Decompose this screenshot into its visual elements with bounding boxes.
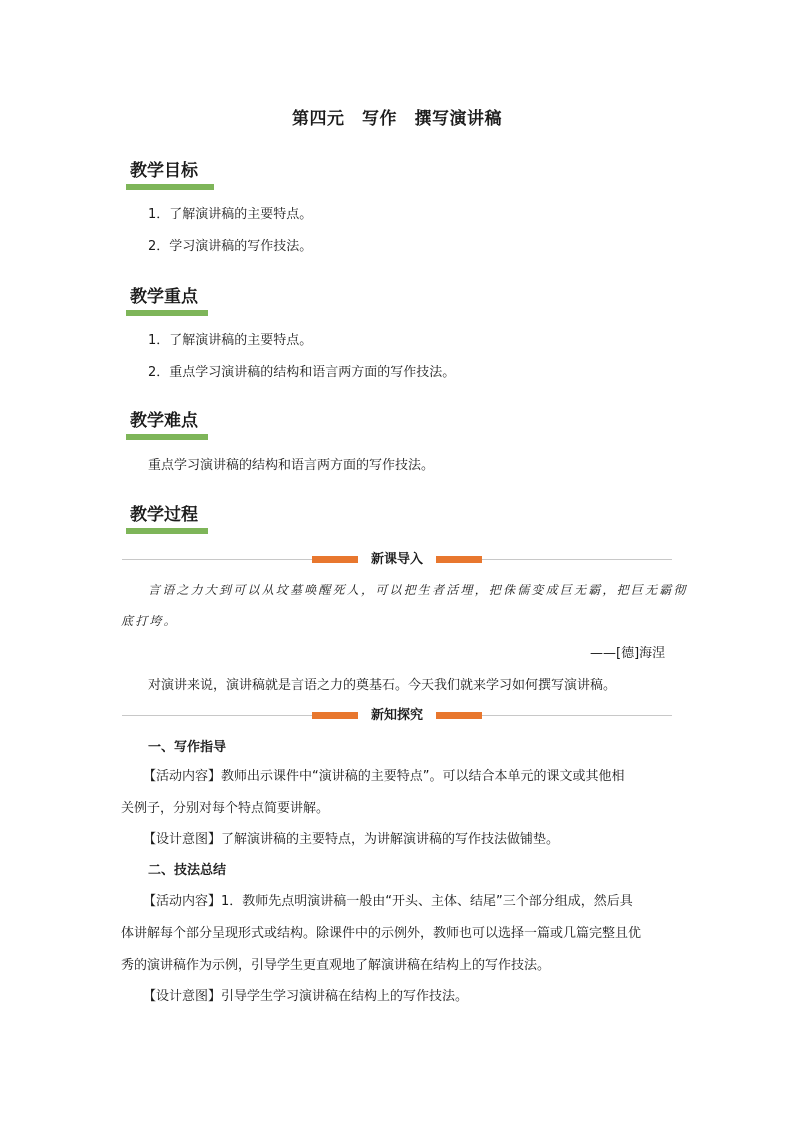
key-point-item: 1．了解演讲稿的主要特点。	[148, 333, 313, 348]
section-heading-text: 教学目标	[130, 161, 198, 181]
design-intent: 【设计意图】了解演讲稿的主要特点，为讲解演讲稿的写作技法做铺垫。	[143, 832, 560, 847]
subheading-technique-summary: 二、技法总结	[148, 863, 227, 878]
activity-line: 【活动内容】1．教师先点明演讲稿一般由“开头、主体、结尾”三个部分组成，然后具	[143, 894, 633, 909]
activity-line: 体讲解每个部分呈现形式或结构。除课件中的示例外，教师也可以选择一篇或几篇完整且优	[121, 926, 642, 941]
goal-item: 1．了解演讲稿的主要特点。	[148, 207, 313, 222]
section-heading-difficulties	[126, 410, 202, 440]
section-heading-text: 教学难点	[130, 411, 198, 431]
difficulty-item: 重点学习演讲稿的结构和语言两方面的写作技法。	[148, 458, 435, 473]
divider-label: 新课导入	[370, 552, 423, 567]
section-heading-key-points	[126, 286, 202, 316]
section-heading-text: 教学重点	[130, 287, 198, 307]
heading-highlight	[126, 434, 208, 440]
quote-line: 底打垮。	[121, 614, 178, 628]
quote-attribution: ——[德]海涅	[590, 646, 666, 661]
page-title: 第四元 写作 撰写演讲稿	[292, 109, 502, 129]
section-heading-text: 教学过程	[130, 505, 198, 525]
design-intent: 【设计意图】引导学生学习演讲稿在结构上的写作技法。	[143, 989, 469, 1004]
key-point-item: 2．重点学习演讲稿的结构和语言两方面的写作技法。	[148, 365, 456, 380]
activity-line: 【活动内容】教师出示课件中“演讲稿的主要特点”。可以结合本单元的课文或其他相	[143, 769, 625, 784]
subheading-writing-guide: 一、写作指导	[148, 740, 227, 755]
heading-highlight	[126, 528, 208, 534]
section-heading-goals	[126, 160, 202, 190]
quote-line: 言语之力大到可以从坟墓唤醒死人，可以把生者活埋，把侏儒变成巨无霸，把巨无霸彻	[148, 583, 688, 597]
heading-highlight	[126, 184, 214, 190]
divider-intro	[122, 550, 672, 570]
activity-line: 关例子，分别对每个特点简要讲解。	[121, 801, 330, 816]
heading-highlight	[126, 310, 208, 316]
activity-line: 秀的演讲稿作为示例，引导学生更直观地了解演讲稿在结构上的写作技法。	[121, 958, 551, 973]
divider-explore	[122, 706, 672, 726]
divider-label: 新知探究	[370, 708, 423, 723]
section-heading-process	[126, 504, 202, 534]
goal-item: 2．学习演讲稿的写作技法。	[148, 239, 313, 254]
intro-text: 对演讲来说，演讲稿就是言语之力的奠基石。今天我们就来学习如何撰写演讲稿。	[148, 678, 617, 693]
